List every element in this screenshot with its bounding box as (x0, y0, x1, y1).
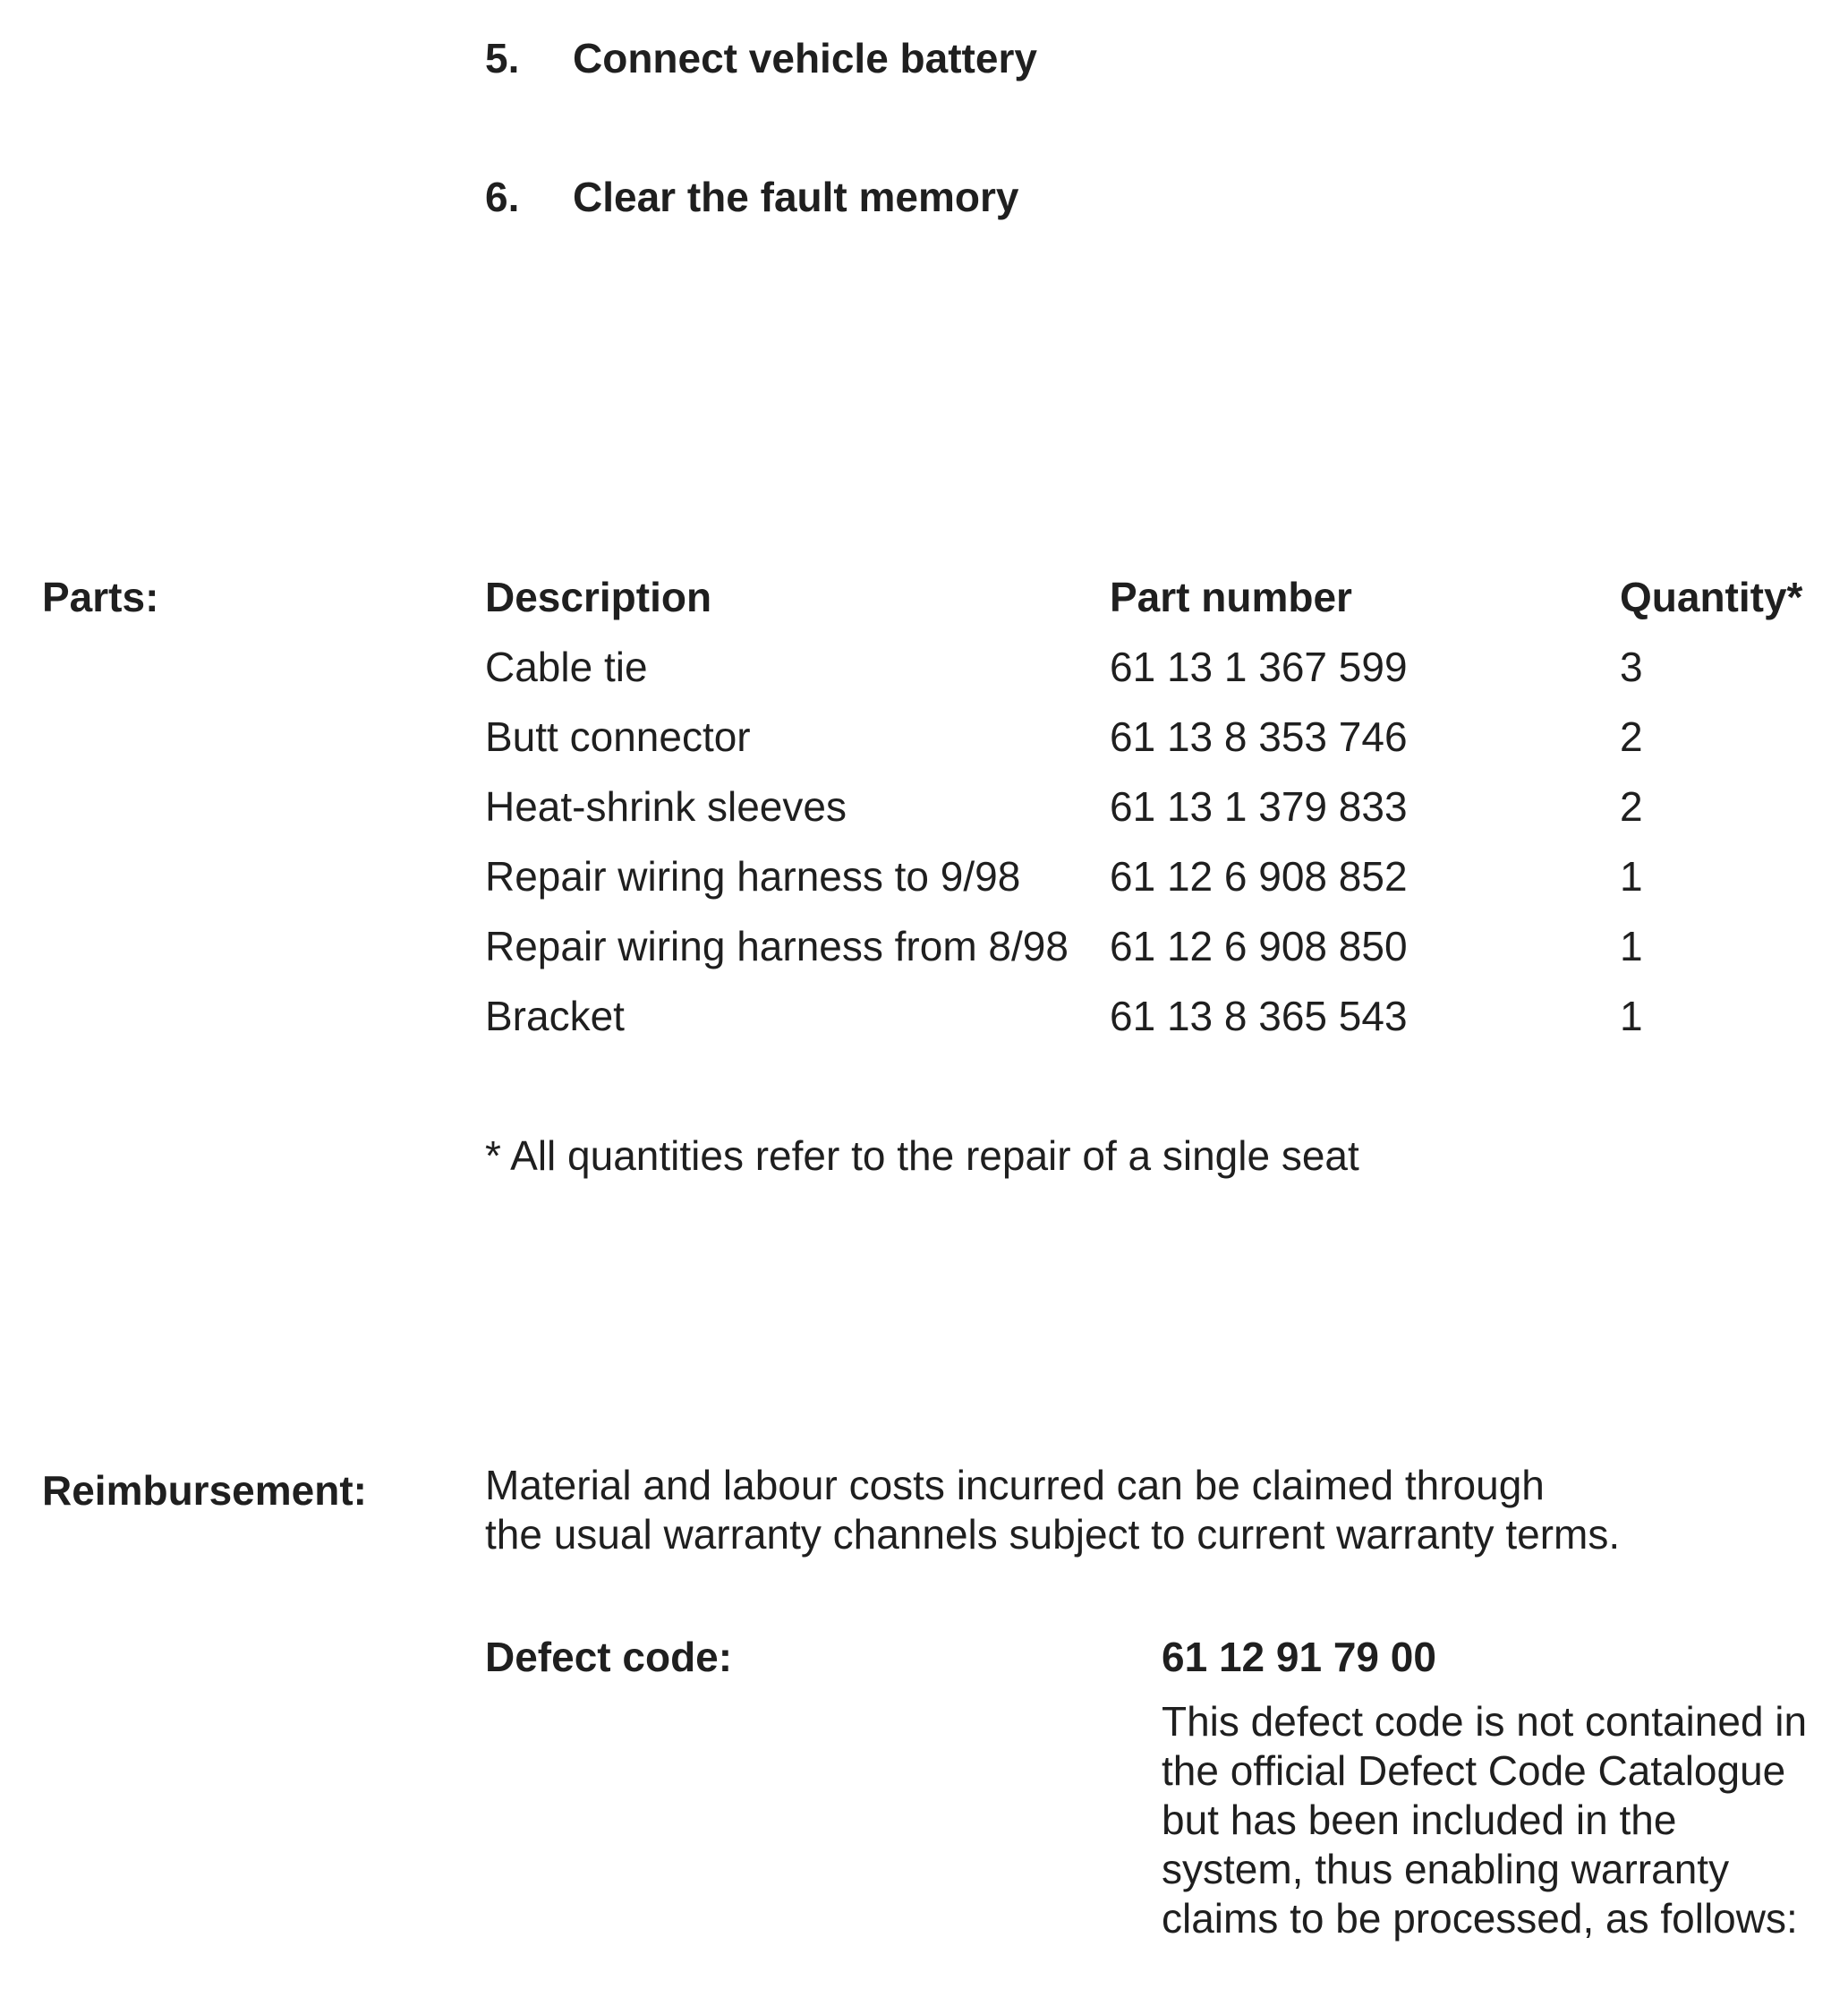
column-header-part-number: Part number (1110, 574, 1352, 620)
text-line: claims to be processed, as follows: (1162, 1895, 1798, 1942)
column-header-quantity: Quantity* (1620, 574, 1803, 620)
step-number: 6. (485, 174, 520, 220)
defect-code-label: Defect code: (485, 1634, 733, 1680)
parts-label: Parts: (42, 574, 159, 620)
text-line: the official Defect Code Catalogue (1162, 1747, 1786, 1794)
part-description: Repair wiring harness to 9/98 (485, 853, 1021, 900)
part-number: 61 13 1 379 833 (1110, 783, 1408, 830)
text-line: the usual warranty channels subject to current warranty terms. (485, 1511, 1621, 1558)
step-number: 5. (485, 35, 520, 81)
part-number: 61 13 1 367 599 (1110, 644, 1408, 690)
text-line: but has been included in the (1162, 1797, 1677, 1843)
part-quantity: 3 (1620, 644, 1643, 690)
step-text: Clear the fault memory (573, 174, 1019, 220)
reimbursement-label: Reimbursement: (42, 1467, 367, 1514)
step-text: Connect vehicle battery (573, 35, 1037, 81)
part-description: Heat-shrink sleeves (485, 783, 847, 830)
part-description: Bracket (485, 993, 625, 1039)
part-quantity: 1 (1620, 993, 1643, 1039)
text-line: This defect code is not contained in (1162, 1698, 1808, 1745)
part-quantity: 1 (1620, 853, 1643, 900)
part-number: 61 12 6 908 852 (1110, 853, 1408, 900)
parts-footnote: * All quantities refer to the repair of a single seat (485, 1132, 1359, 1179)
part-quantity: 2 (1620, 713, 1643, 760)
part-description: Butt connector (485, 713, 751, 760)
text-line: system, thus enabling warranty (1162, 1846, 1730, 1892)
column-header-description: Description (485, 574, 712, 620)
step-5 (485, 35, 1201, 82)
part-number: 61 13 8 353 746 (1110, 713, 1408, 760)
defect-code-note (1162, 1697, 1824, 1943)
part-number: 61 13 8 365 543 (1110, 993, 1408, 1039)
part-quantity: 1 (1620, 923, 1643, 969)
step-6 (485, 176, 1201, 221)
part-number: 61 12 6 908 850 (1110, 923, 1408, 969)
defect-code-value: 61 12 91 79 00 (1162, 1634, 1436, 1680)
part-description: Cable tie (485, 644, 648, 690)
reimbursement-text (485, 1461, 1827, 1559)
text-line: Material and labour costs incurred can be claimed through (485, 1462, 1545, 1508)
part-description: Repair wiring harness from 8/98 (485, 923, 1069, 969)
part-quantity: 2 (1620, 783, 1643, 830)
